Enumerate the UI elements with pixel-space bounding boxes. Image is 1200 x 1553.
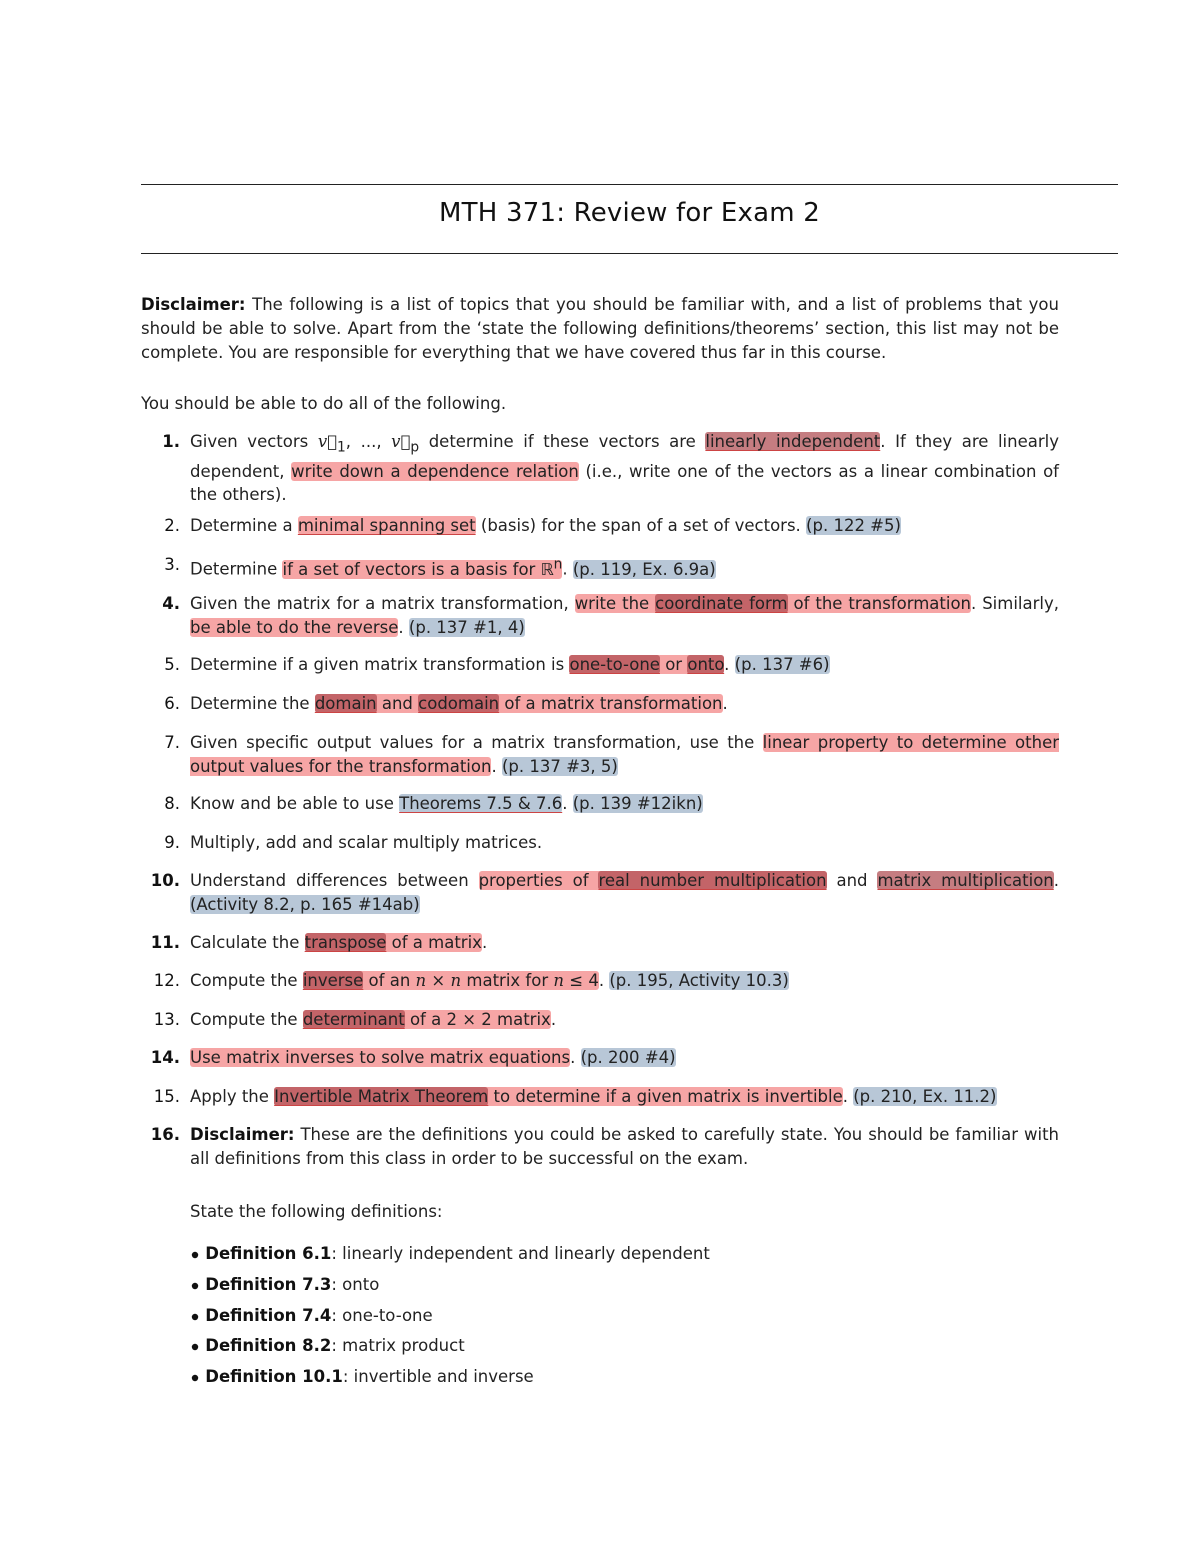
definition-item: Definition 7.4: one-to-one: [190, 1304, 433, 1328]
highlight-annotation: transpose of a matrix: [304, 933, 482, 952]
item-text: Given vectors $v⃗_1$, ..., $v⃗_p$ determine if these vectors are linearly independent. If they are linearly dependent, write down a dependence relation (i.e., write one of the vectors as a linear combination of the others).: [190, 432, 1059, 505]
bullet-icon: [190, 1372, 200, 1382]
highlight-annotation: minimal spanning set: [297, 516, 476, 535]
bullet-icon: [190, 1280, 200, 1290]
item-number: 15.: [153, 1087, 180, 1106]
page-reference: (p. 195, Activity 10.3): [609, 971, 789, 990]
highlight-annotation: if a set of vectors is a basis for ℝ$^n$: [282, 556, 563, 579]
item-number: 10.: [150, 871, 180, 890]
item-text: Determine the domain and codomain of a matrix transformation.: [190, 694, 728, 713]
item-number: 6.: [164, 694, 180, 713]
item-text: Calculate the transpose of a matrix.: [190, 933, 488, 952]
bullet-icon: [190, 1311, 200, 1321]
item-number: 13.: [153, 1010, 180, 1029]
page-reference: (Activity 8.2, p. 165 #14ab): [190, 894, 420, 914]
page-reference: (p. 119, Ex. 6.9a): [572, 559, 716, 579]
item-text: Understand differences between properties of real number multiplication and matrix multiplication. (Activity 8.2, p. 165 #14ab): [190, 871, 1059, 914]
item-text: Use matrix inverses to solve matrix equations. (p. 200 #4): [190, 1048, 676, 1067]
page-reference: (p. 139 #12ikn): [572, 794, 703, 813]
item-number: 5.: [164, 655, 180, 674]
definition-item: Definition 8.2: matrix product: [190, 1334, 465, 1358]
page-reference: (p. 137 #1, 4): [408, 617, 525, 637]
highlight-annotation: matrix multiplication: [877, 871, 1054, 890]
item-number: 1.: [162, 432, 180, 451]
item-number: 11.: [150, 933, 180, 952]
page-title: MTH 371: Review for Exam 2: [439, 198, 820, 228]
item-text: Know and be able to use Theorems 7.5 & 7.6. (p. 139 #12ikn): [190, 794, 703, 813]
item-text: Determine if a set of vectors is a basis for ℝ$^n$. (p. 119, Ex. 6.9a): [190, 556, 716, 579]
item-number: 14.: [150, 1048, 180, 1067]
page-reference: (p. 137 #3, 5): [501, 756, 618, 776]
item-text: Compute the determinant of a 2 × 2 matrix.: [190, 1010, 557, 1029]
disclaimer-label: Disclaimer:: [190, 1125, 295, 1144]
definition-item: Definition 10.1: invertible and inverse: [190, 1365, 534, 1389]
item-number: 12.: [153, 971, 180, 990]
intro-line: You should be able to do all of the following.: [141, 394, 507, 413]
highlight-annotation: Invertible Matrix Theorem to determine if a given matrix is invertible: [274, 1087, 843, 1106]
disclaimer-paragraph: [141, 293, 1059, 365]
item-number: 9.: [164, 833, 180, 852]
page-reference: (p. 200 #4): [580, 1048, 676, 1067]
highlight-annotation: domain and codomain of a matrix transformation: [314, 694, 723, 713]
highlight-annotation: determinant of a 2 × 2 matrix: [302, 1010, 551, 1029]
highlight-annotation: properties of real number multiplication: [478, 871, 827, 890]
item-text: Determine if a given matrix transformation is one-to-one or onto. (p. 137 #6): [190, 655, 830, 674]
highlight-annotation: be able to do the reverse: [190, 617, 399, 637]
highlight-annotation: Use matrix inverses to solve matrix equations: [190, 1048, 571, 1067]
highlight-annotation: linearly independent: [705, 432, 881, 451]
definition-item: Definition 7.3: onto: [190, 1273, 379, 1297]
highlight-annotation: Theorems 7.5 & 7.6: [399, 794, 563, 813]
page-reference: (p. 122 #5): [806, 516, 901, 535]
highlight-annotation: inverse of an n × n matrix for n ≤ 4: [302, 971, 599, 990]
item-number: 4.: [162, 594, 180, 613]
item-text: Disclaimer: These are the definitions you could be asked to carefully state. You should be familiar with all definitions from this class in order to be successful on the exam.: [190, 1125, 1059, 1168]
highlight-annotation: linear property to determine other output values for the transformation: [190, 733, 1060, 776]
vector-symbol: v⃗: [391, 432, 411, 451]
title-rule-top: [141, 184, 1118, 185]
item-text: Given specific output values for a matrix transformation, use the linear property to determine other output values for the transformation. (p. 137 #3, 5): [190, 733, 1060, 776]
item-number: 3.: [164, 555, 180, 574]
bullet-icon: [190, 1249, 200, 1259]
bullet-icon: [190, 1341, 200, 1351]
item-text: Compute the inverse of an n × n matrix for n ≤ 4. (p. 195, Activity 10.3): [190, 971, 789, 990]
disclaimer-label: Disclaimer:: [141, 295, 246, 314]
disclaimer-text: The following is a list of topics that you should be familiar with, and a list of problems that you should be able to solve. Apart from the ‘state the following definitions/theorems’ section, this list may not be complete. You are responsible for everything that we have covered thus far in this course.: [141, 295, 1059, 362]
item-text: Multiply, add and scalar multiply matrices.: [190, 833, 543, 852]
highlight-annotation: write the coordinate form of the transformation: [574, 594, 972, 613]
item-text: Determine a minimal spanning set (basis) for the span of a set of vectors. (p. 122 #5): [190, 516, 901, 535]
item-number: 2.: [164, 516, 180, 535]
highlight-annotation: write down a dependence relation: [291, 461, 579, 481]
page-reference: (p. 137 #6): [734, 655, 830, 674]
title-rule-bottom: [141, 253, 1118, 254]
item-number: 7.: [164, 733, 180, 752]
vector-symbol: v⃗: [317, 432, 338, 451]
definition-item: Definition 6.1: linearly independent and linearly dependent: [190, 1242, 710, 1266]
definitions-heading: State the following definitions:: [190, 1202, 443, 1221]
item-number: 16.: [150, 1125, 180, 1144]
page-reference: (p. 210, Ex. 11.2): [853, 1087, 997, 1106]
item-text: Apply the Invertible Matrix Theorem to determine if a given matrix is invertible. (p. 210, Ex. 11.2): [190, 1087, 997, 1106]
item-number: 8.: [164, 794, 180, 813]
highlight-annotation: one-to-one or onto: [569, 655, 725, 674]
item-text: Given the matrix for a matrix transformation, write the coordinate form of the transformation. Similarly, be able to do the reverse. (p. 137 #1, 4): [190, 594, 1059, 637]
